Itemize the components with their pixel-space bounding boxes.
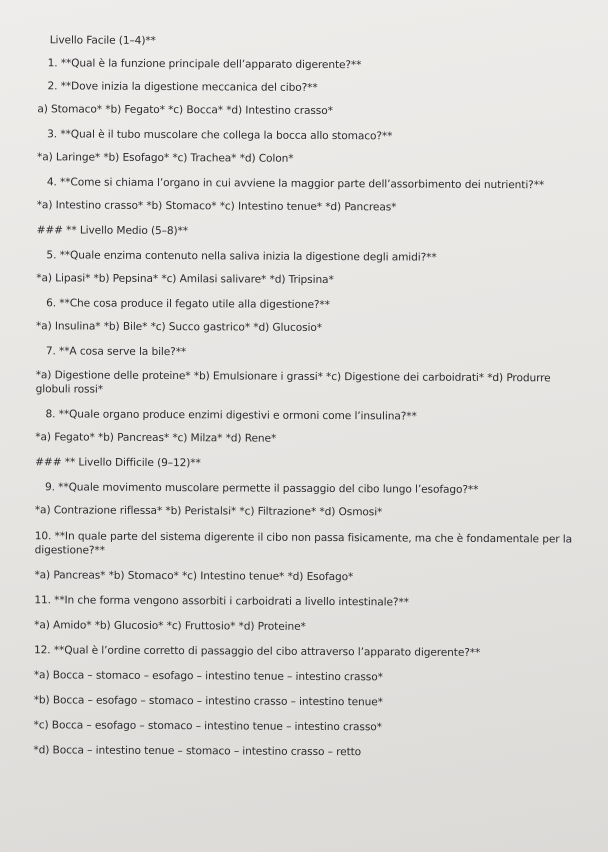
question-text: 5. **Quale enzima contenuto nella saliva inizia la digestione degli amidi?** [46, 249, 437, 264]
question-text: 7. **A cosa serve la bile?** [45, 345, 187, 359]
answer-options: *c) Bocca – esofago – stomaco – intestino tenue – intestino crasso* [33, 719, 382, 734]
answer-options: *d) Bocca – intestino tenue – stomaco – intestino crasso – retto [33, 744, 362, 759]
question-text: 1. **Qual è la funzione principale dell’apparato digerente?** [47, 57, 362, 72]
answer-options: *a) Lipasi* *b) Pepsina* *c) Amilasi salivare* *d) Tripsina* [36, 272, 334, 287]
answer-options: ### ** Livello Difficile (9–12)** [35, 456, 201, 470]
question-text: 9. **Quale movimento muscolare permette il passaggio del cibo lungo l’esofago?** [44, 481, 479, 496]
answer-options: *a) Fegato* *b) Pancreas* *c) Milza* *d) Rene* [35, 431, 277, 445]
answer-options: ### ** Livello Medio (5–8)** [36, 224, 188, 238]
answer-options: *a) Contrazione riflessa* *b) Peristalsi* *c) Filtrazione* *d) Osmosi* [34, 504, 383, 519]
answer-options: *a) Digestione delle proteine* *b) Emulsionare i grassi* *c) Digestione dei carboidrati* *d) Produrre globuli rossi* [35, 369, 551, 396]
section-heading: Livello Facile (1–4)** [49, 34, 156, 47]
question-text: 2. **Dove inizia la digestione meccanica del cibo?** [47, 80, 318, 94]
question-text: 3. **Qual è il tubo muscolare che collega la bocca allo stomaco?** [47, 128, 393, 143]
answer-options: *a) Pancreas* *b) Stomaco* *c) Intestino tenue* *d) Esofago* [34, 569, 354, 584]
answer-options: 11. **In che forma vengono assorbiti i carboidrati a livello intestinale?** [34, 594, 409, 609]
question-text: 8. **Quale organo produce enzimi digestivi e ormoni come l’insulina?** [45, 408, 417, 423]
answer-options: *a) Bocca – stomaco – esofago – intestino tenue – intestino crasso* [33, 669, 383, 684]
answer-options: *a) Laringe* *b) Esofago* *c) Trachea* *d) Colon* [37, 151, 294, 165]
answer-options: *a) Amido* *b) Glucosio* *c) Fruttosio* *d) Proteine* [34, 619, 306, 633]
question-text: 6. **Che cosa produce il fegato utile alla digestione?** [46, 297, 330, 312]
answer-options: a) Stomaco* *b) Fegato* *c) Bocca* *d) Intestino crasso* [37, 103, 333, 118]
answer-options: 10. **In quale parte del sistema digerente il cibo non passa fisicamente, ma che è fondamentale per la digestione?** [34, 530, 573, 557]
answer-options: *a) Insulina* *b) Bile* *c) Succo gastrico* *d) Glucosio* [35, 320, 322, 334]
answer-options: 12. **Qual è l’ordine corretto di passaggio del cibo attraverso l’apparato digerente?** [33, 644, 481, 659]
answer-options: *a) Intestino crasso* *b) Stomaco* *c) Intestino tenue* *d) Pancreas* [36, 199, 397, 214]
question-text: 4. **Come si chiama l’organo in cui avviene la maggior parte dell’assorbimento dei nutrienti?** [46, 176, 545, 192]
answer-options: *b) Bocca – esofago – stomaco – intestino crasso – intestino tenue* [33, 694, 383, 709]
